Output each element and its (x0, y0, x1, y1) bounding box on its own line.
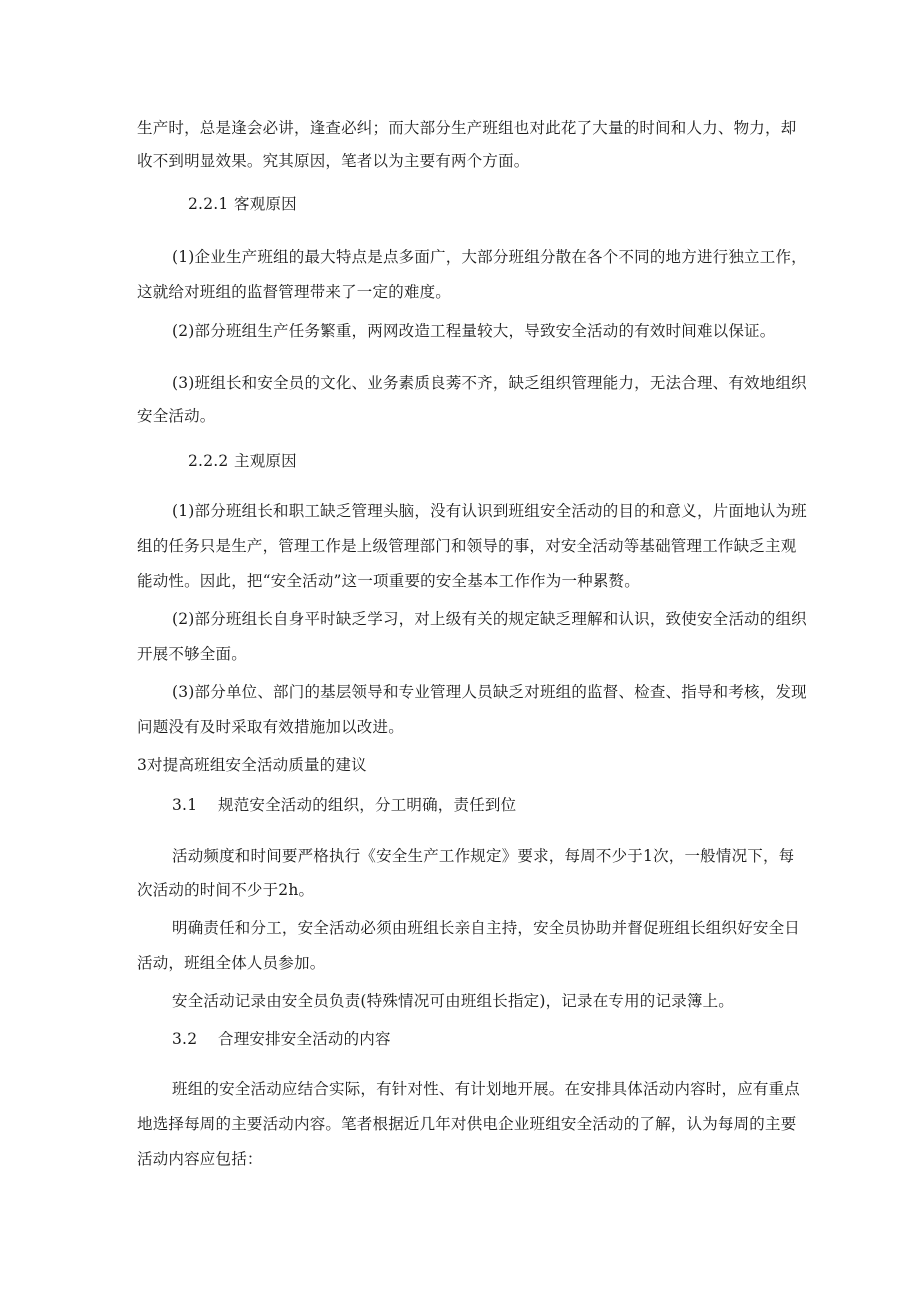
body-line: 组的任务只是生产，管理工作是上级管理部门和领导的事，对安全活动等基础管理工作缺乏主观 (137, 537, 797, 555)
heading-title: 客观原因 (234, 195, 297, 213)
body-line: 收不到明显效果。究其原因，笔者以为主要有两个方面。 (137, 152, 530, 170)
heading-number: 2.2.1 (188, 195, 229, 213)
body-line: 次活动的时间不少于2h。 (137, 881, 315, 899)
body-line: 活动内容应包括： (137, 1150, 263, 1168)
section-heading-3-1 (172, 794, 516, 816)
body-line: 安全活动记录由安全员负责(特殊情况可由班组长指定)，记录在专用的记录簿上。 (172, 992, 734, 1010)
body-line: 开展不够全面。 (137, 645, 247, 663)
body-line: (3)部分单位、部门的基层领导和专业管理人员缺乏对班组的监督、检查、指导和考核，发现 (172, 683, 807, 701)
heading-title: 规范安全活动的组织，分工明确，责任到位 (218, 796, 517, 814)
body-line: 问题没有及时采取有效措施加以改进。 (137, 718, 404, 736)
heading-number: 3.2 (172, 1030, 198, 1048)
body-line: 地选择每周的主要活动内容。笔者根据近几年对供电企业班组安全活动的了解，认为每周的主要 (137, 1115, 797, 1133)
section-heading-3-2 (172, 1028, 391, 1050)
section-heading-2-2-1 (188, 193, 297, 215)
body-line: (1)企业生产班组的最大特点是点多面广，大部分班组分散在各个不同的地方进行独立工作， (172, 248, 807, 266)
body-line: 生产时，总是逢会必讲，逢查必纠；而大部分生产班组也对此花了大量的时间和人力、物力，却 (137, 119, 797, 137)
section-heading-2-2-2 (188, 450, 297, 472)
section-heading-3: 3对提高班组安全活动质量的建议 (137, 756, 367, 774)
heading-title: 主观原因 (234, 452, 297, 470)
body-line: (3)班组长和安全员的文化、业务素质良莠不齐，缺乏组织管理能力，无法合理、有效地组织 (172, 374, 807, 392)
body-line: 明确责任和分工，安全活动必须由班组长亲自主持，安全员协助并督促班组长组织好安全日 (172, 919, 801, 937)
body-line: 班组的安全活动应结合实际，有针对性、有计划地开展。在安排具体活动内容时，应有重点 (172, 1080, 801, 1098)
body-line: 这就给对班组的监督管理带来了一定的难度。 (137, 283, 452, 301)
body-line: 安全活动。 (137, 407, 216, 425)
heading-number: 2.2.2 (188, 452, 229, 470)
heading-number: 3.1 (172, 796, 198, 814)
heading-title: 合理安排安全活动的内容 (218, 1030, 391, 1048)
body-line: (2)部分班组生产任务繁重，两网改造工程量较大，导致安全活动的有效时间难以保证。 (172, 322, 776, 340)
body-line: (1)部分班组长和职工缺乏管理头脑，没有认识到班组安全活动的目的和意义，片面地认为班 (172, 502, 807, 520)
body-line: 能动性。因此，把“安全活动”这一项重要的安全基本工作作为一种累赘。 (137, 572, 640, 590)
body-line: 活动，班组全体人员参加。 (137, 954, 326, 972)
body-line: 活动频度和时间要严格执行《安全生产工作规定》要求，每周不少于1次，一般情况下，每 (172, 847, 795, 865)
body-line: (2)部分班组长自身平时缺乏学习，对上级有关的规定缺乏理解和认识，致使安全活动的组织 (172, 610, 807, 628)
